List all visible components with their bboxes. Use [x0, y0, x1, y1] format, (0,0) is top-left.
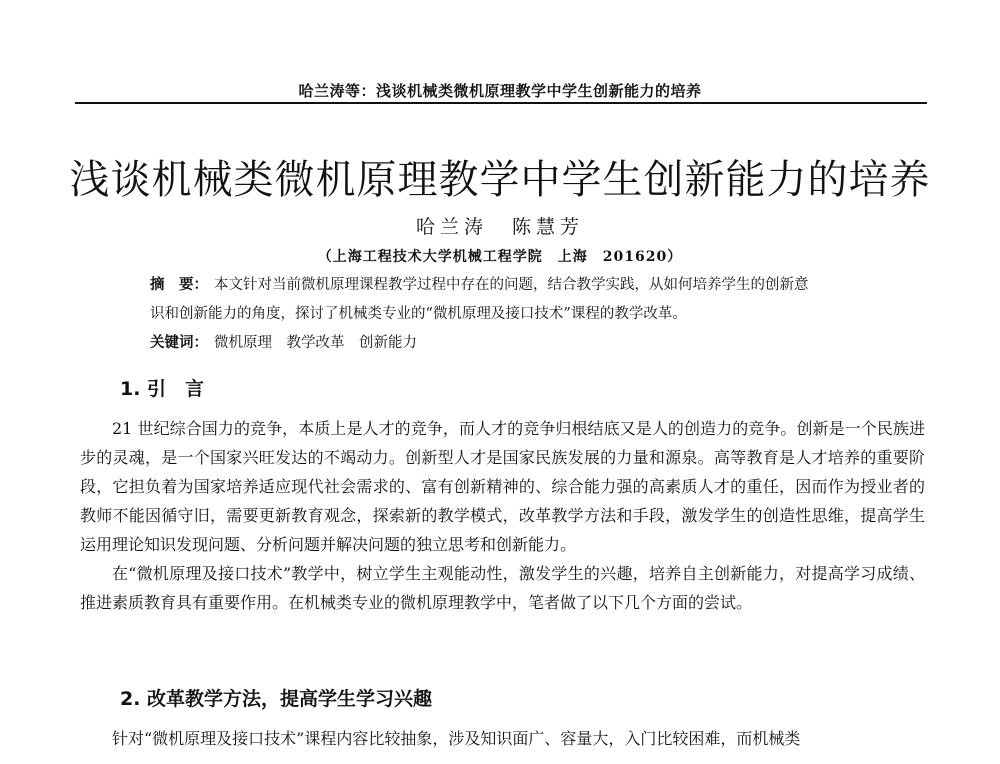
- abstract-label: 摘 要：: [150, 276, 208, 293]
- section-2-body: [80, 724, 925, 753]
- section-1-paragraph-2: 在“微机原理及接口技术”教学中，树立学生主观能动性，激发学生的兴趣，培养自主创新能力，对提高学习成绩、推进素质教育具有重要作用。在机械类专业的微机原理教学中，笔者做了以下几个方面的尝试。: [80, 564, 925, 612]
- header-rule: [75, 102, 927, 104]
- abstract-line-2: 识和创新能力的角度，探讨了机械类专业的“微机原理及接口技术”课程的教学改革。: [150, 306, 687, 322]
- paper-title: 浅谈机械类微机原理教学中学生创新能力的培养: [69, 157, 931, 203]
- section-1-body: [80, 414, 925, 617]
- abstract-text-1: 本文针对当前微机原理课程教学过程中存在的问题，结合教学实践，从如何培养学生的创新意: [214, 277, 809, 293]
- keywords-value: 微机原理 教学改革 创新能力: [214, 335, 417, 351]
- authors: 哈兰涛 陈慧芳: [415, 216, 584, 238]
- section-1-heading: 1. 引 言: [120, 378, 205, 400]
- section-2-paragraph-1: 针对“微机原理及接口技术”课程内容比较抽象，涉及知识面广、容量大，入门比较困难，而机械类: [112, 729, 801, 748]
- running-header: 哈兰涛等：浅谈机械类微机原理教学中学生创新能力的培养: [298, 82, 702, 100]
- keywords-line: [150, 332, 417, 354]
- section-2-heading: 2. 改革教学方法，提高学生学习兴趣: [120, 688, 433, 710]
- abstract-line-1: [150, 274, 809, 296]
- section-1-paragraph-1: 21 世纪综合国力的竞争，本质上是人才的竞争，而人才的竞争归根结底又是人的创造力的竞争。创新是一个民族进步的灵魂，是一个国家兴旺发达的不竭动力。创新型人才是国家民族发展的力量和源泉。高等教育是人才培养的重要阶段，它担负着为国家培养适应现代社会需求的、富有创新精神的、综合能力强的高素质人才的重任，因而作为授业者的教师不能因循守旧，需要更新教育观念，探索新的教学模式，改革教学方法和手段，激发学生的创造性思维，提高学生运用理论知识发现问题、分析问题并解决问题的独立思考和创新能力。: [80, 419, 925, 554]
- affiliation: （上海工程技术大学机械工程学院 上海 201620）: [317, 249, 683, 265]
- keywords-label: 关键词：: [150, 334, 208, 351]
